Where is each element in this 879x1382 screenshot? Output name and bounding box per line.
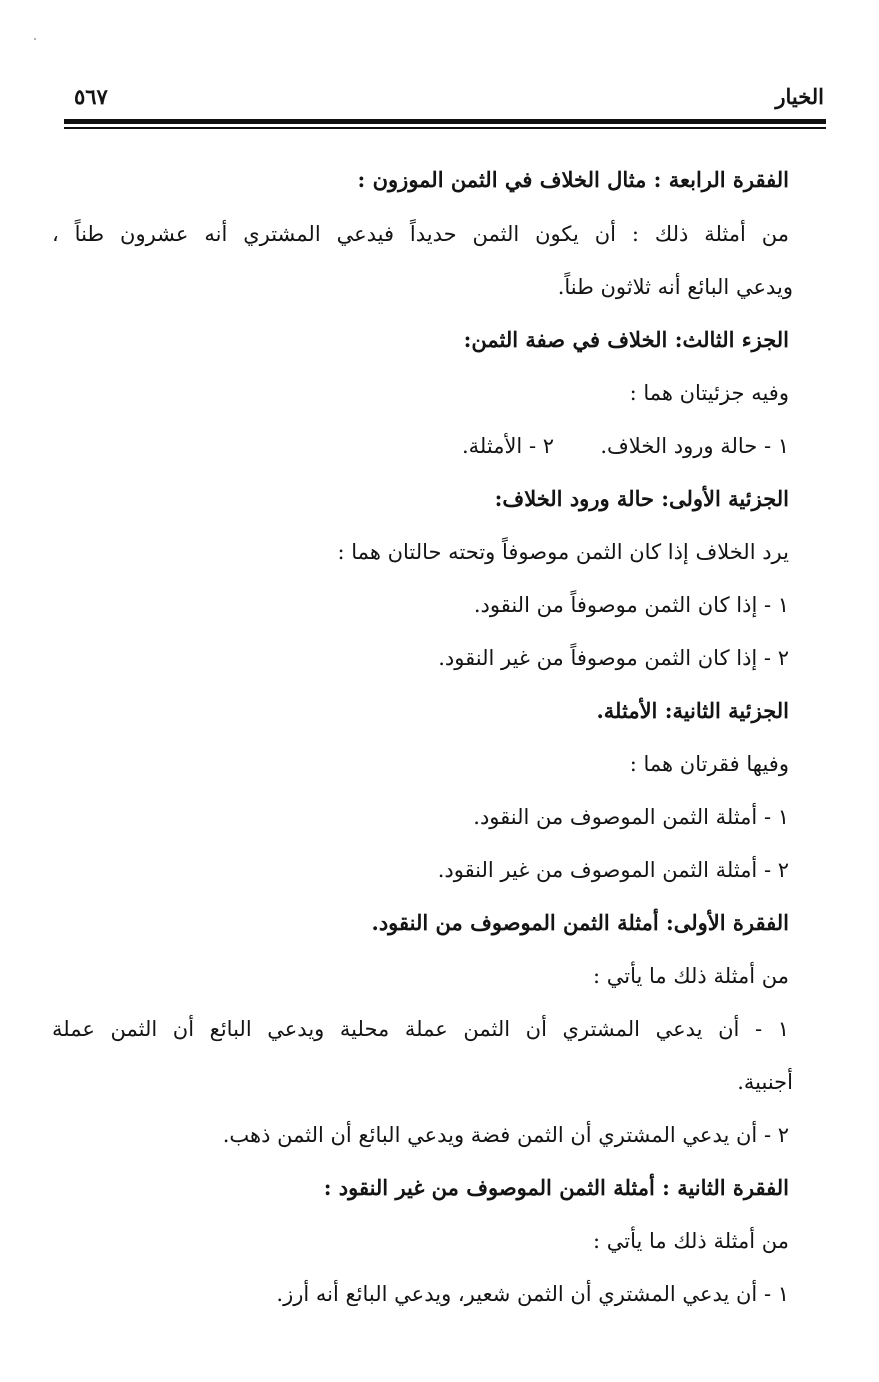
list-item: ٢ - الأمثلة. (461, 434, 554, 458)
body-line: أجنبية. (737, 1070, 793, 1094)
heading-first-sub: الجزئية الأولى: حالة ورود الخلاف: (494, 486, 789, 511)
list-item: ١ - حالة ورود الخلاف. (600, 434, 789, 458)
body-line: من أمثلة ذلك : أن يكون الثمن حديداً فيدعي المشتري أنه عشرون طناً ، (52, 222, 789, 246)
body-line: وفيها فقرتان هما : (629, 752, 789, 776)
list-item: ١ - أمثلة الثمن الموصوف من النقود. (473, 805, 789, 829)
header-rule-thin (64, 127, 826, 129)
heading-fourth-paragraph: الفقرة الرابعة : مثال الخلاف في الثمن الموزون : (357, 167, 789, 192)
body-line: من أمثلة ذلك ما يأتي : (592, 964, 789, 988)
margin-mark (34, 38, 36, 40)
list-item: ٢ - أن يدعي المشتري أن الثمن فضة ويدعي البائع أن الثمن ذهب. (222, 1123, 789, 1147)
list-item: ١ - أن يدعي المشتري أن الثمن شعير، ويدعي البائع أنه أرز. (276, 1282, 789, 1306)
list-item: ١ - إذا كان الثمن موصوفاً من النقود. (473, 593, 789, 617)
page-number: ٥٦٧ (74, 84, 108, 109)
body-line: يرد الخلاف إذا كان الثمن موصوفاً وتحته حالتان هما : (337, 540, 789, 564)
heading-second-sub: الجزئية الثانية: الأمثلة. (596, 698, 789, 723)
list-item: ١ - أن يدعي المشتري أن الثمن عملة محلية ويدعي البائع أن الثمن عملة (52, 1017, 789, 1041)
two-column-list (60, 420, 789, 472)
body-line: وفيه جزئيتان هما : (629, 381, 789, 405)
heading-first-paragraph: الفقرة الأولى: أمثلة الثمن الموصوف من النقود. (371, 910, 789, 935)
body-line: ويدعي البائع أنه ثلاثون طناً. (557, 275, 793, 299)
page-header (64, 80, 824, 116)
list-item: ٢ - أمثلة الثمن الموصوف من غير النقود. (437, 858, 789, 882)
heading-part-three: الجزء الثالث: الخلاف في صفة الثمن: (463, 327, 789, 352)
heading-second-paragraph: الفقرة الثانية : أمثلة الثمن الموصوف من غير النقود : (323, 1175, 789, 1200)
body-line: من أمثلة ذلك ما يأتي : (592, 1229, 789, 1253)
list-item: ٢ - إذا كان الثمن موصوفاً من غير النقود. (438, 646, 789, 670)
header-rule-thick (64, 119, 826, 124)
running-title: الخيار (775, 84, 824, 109)
